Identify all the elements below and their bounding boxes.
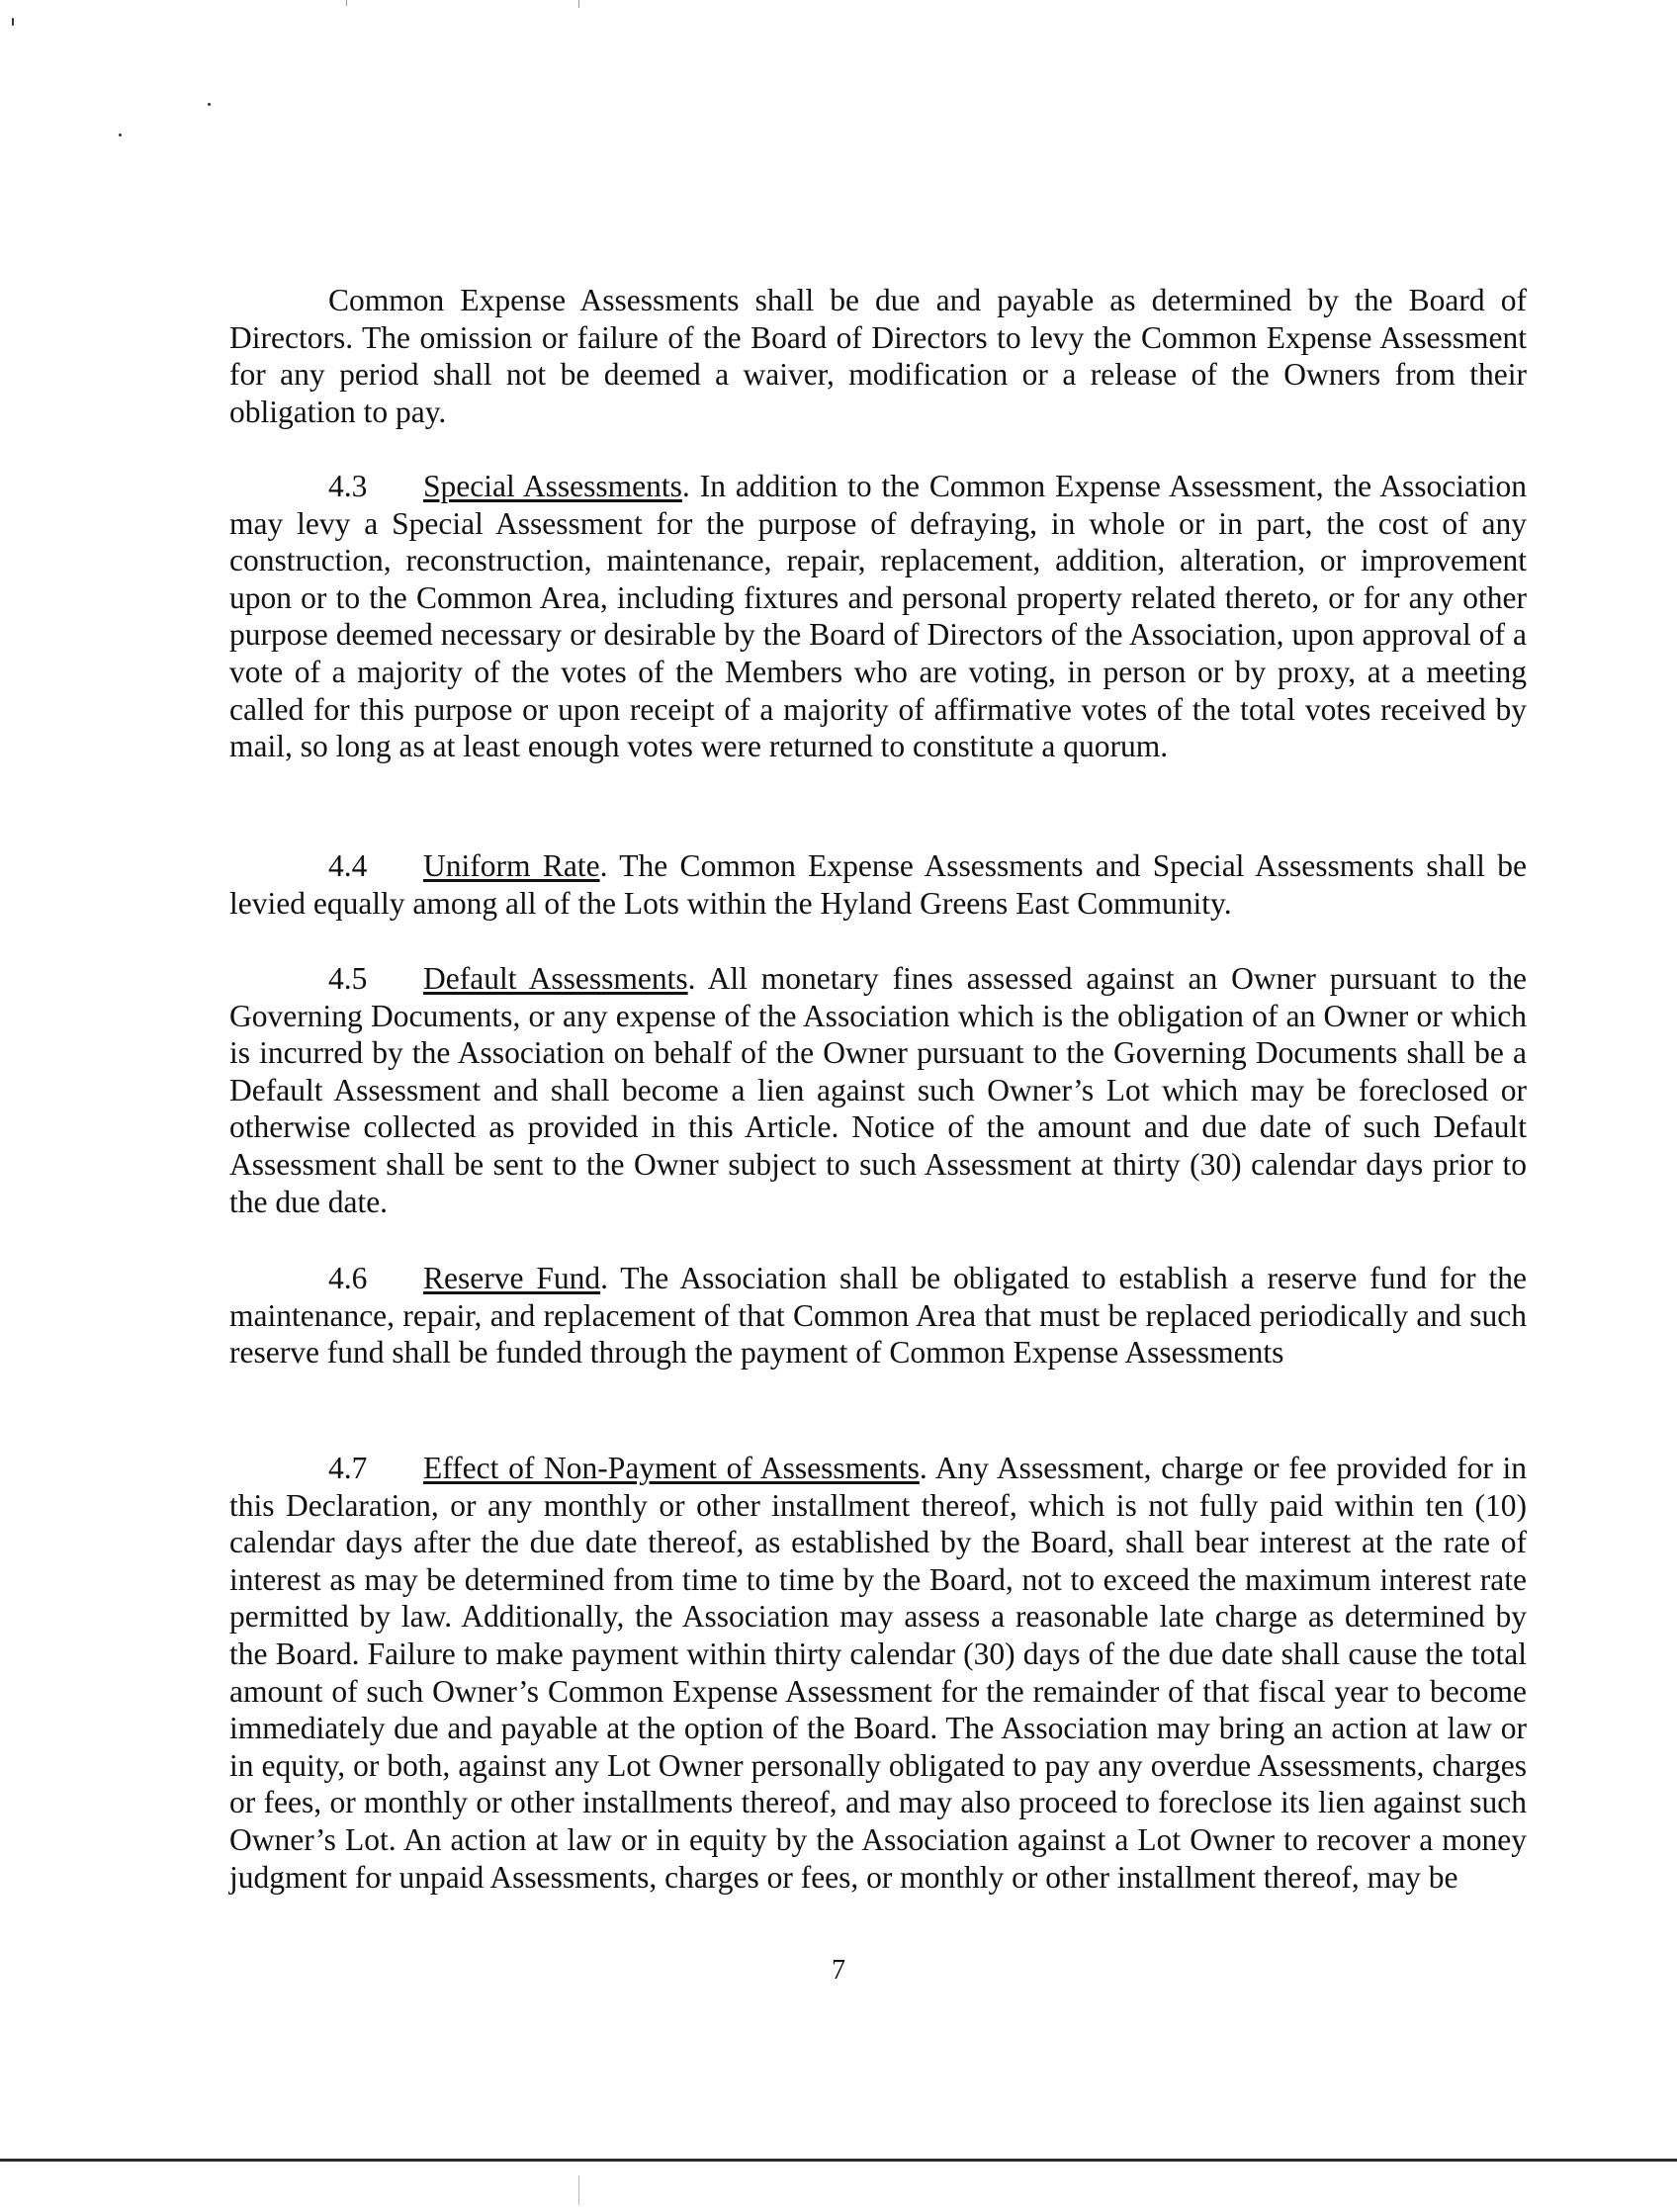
section-text: . Any Assessment, charge or fee provided for in this Declaration, or any monthly or other installment thereof, which is not fully paid within ten (10) calendar days after the due date thereof, as established by the Board, shall bear interest at the rate of interest as may be determined from time to time by the Board, not to exceed the maximum interest rate permitted by law. Additionally, the Association may assess a reasonable late charge as determined by the Board. Failure to make payment within thirty calendar (30) days of the due date shall cause the total amount of such Owner’s Common Expense Assessment for the remainder of that fiscal year to become immediately due and payable at the option of the Board. The Association may bring an action at law or in equity, or both, against any Lot Owner personally obligated to pay any overdue Assessments, charges or fees, or monthly or other installments thereof, and may also proceed to foreclose its lien against such Owner’s Lot. An action at law or in equity by the Association against a Lot Owner to recover a money judgment for unpaid Assessments, charges or fees, or monthly or other installment thereof, may be [229, 1451, 1528, 1895]
section-text: . In addition to the Common Expense Assessment, the Association may levy a Special Assessment for the purpose of defraying, in whole or in part, the cost of any construction, reconstruction, maintenance, repair, replacement, addition, alteration, or improvement upon or to the Common Area, including fixtures and personal property related thereto, or for any other purpose deemed necessary or desirable by the Board of Directors of the Association, upon approval of a vote of a majority of the votes of the Members who are voting, in person or by proxy, at a meeting called for this purpose or upon receipt of a majority of affirmative votes of the total votes received by mail, so long as at least enough votes were returned to constitute a quorum. [229, 469, 1527, 764]
section-4-3 [229, 468, 1527, 765]
section-number: 4.7 [328, 1451, 368, 1485]
section-text: . All monetary fines assessed against an Owner pursuant to the Governing Documents, or any expense of the Association which is the obligation of an Owner or which is incurred by the Association on behalf of the Owner pursuant to the Governing Documents shall be a Default Assessment and shall become a lien against such Owner’s Lot which may be foreclosed or otherwise collected as provided in this Article. Notice of the amount and due date of such Default Assessment shall be sent to the Owner subject to such Assessment at thirty (30) calendar days prior to the due date. [229, 961, 1527, 1219]
section-number: 4.5 [328, 961, 368, 996]
paragraph-text: Common Expense Assessments shall be due and payable as determined by the Board of Directors. The omission or failure of the Board of Directors to levy the Common Expense Assessment for any period shall not be deemed a waiver, modification or a release of the Owners from their obligation to pay. [229, 283, 1527, 429]
section-4-4 [229, 847, 1527, 922]
scan-speck [12, 18, 14, 26]
section-4-7 [229, 1450, 1527, 1896]
section-text: . The Association shall be obligated to establish a reserve fund for the maintenance, repair, and replacement of that Common Area that must be replaced periodically and such reserve fund shall be funded through the payment of Common Expense Assessments [229, 1261, 1527, 1371]
section-4-6 [229, 1260, 1527, 1371]
section-4-5 [229, 960, 1527, 1220]
section-heading: Default Assessments [423, 961, 688, 996]
scan-mark [346, 0, 347, 6]
section-heading: Effect of Non-Payment of Assessments [423, 1451, 920, 1485]
bottom-rule [0, 2159, 1677, 2162]
paragraph-continuation [229, 282, 1527, 430]
page-number: 7 [832, 1955, 845, 1986]
section-text: . The Common Expense Assessments and Special Assessments shall be levied equally among all of the Lots within the Hyland Greens East Community. [229, 848, 1527, 921]
section-heading: Special Assessments [423, 469, 682, 503]
section-number: 4.6 [328, 1261, 368, 1295]
scan-speck [208, 103, 211, 106]
scan-mark [578, 2175, 579, 2205]
section-number: 4.3 [328, 469, 368, 503]
section-heading: Uniform Rate [423, 848, 600, 883]
section-heading: Reserve Fund [423, 1261, 601, 1295]
section-number: 4.4 [328, 848, 368, 883]
scan-mark [578, 0, 579, 8]
scan-speck [119, 133, 122, 136]
